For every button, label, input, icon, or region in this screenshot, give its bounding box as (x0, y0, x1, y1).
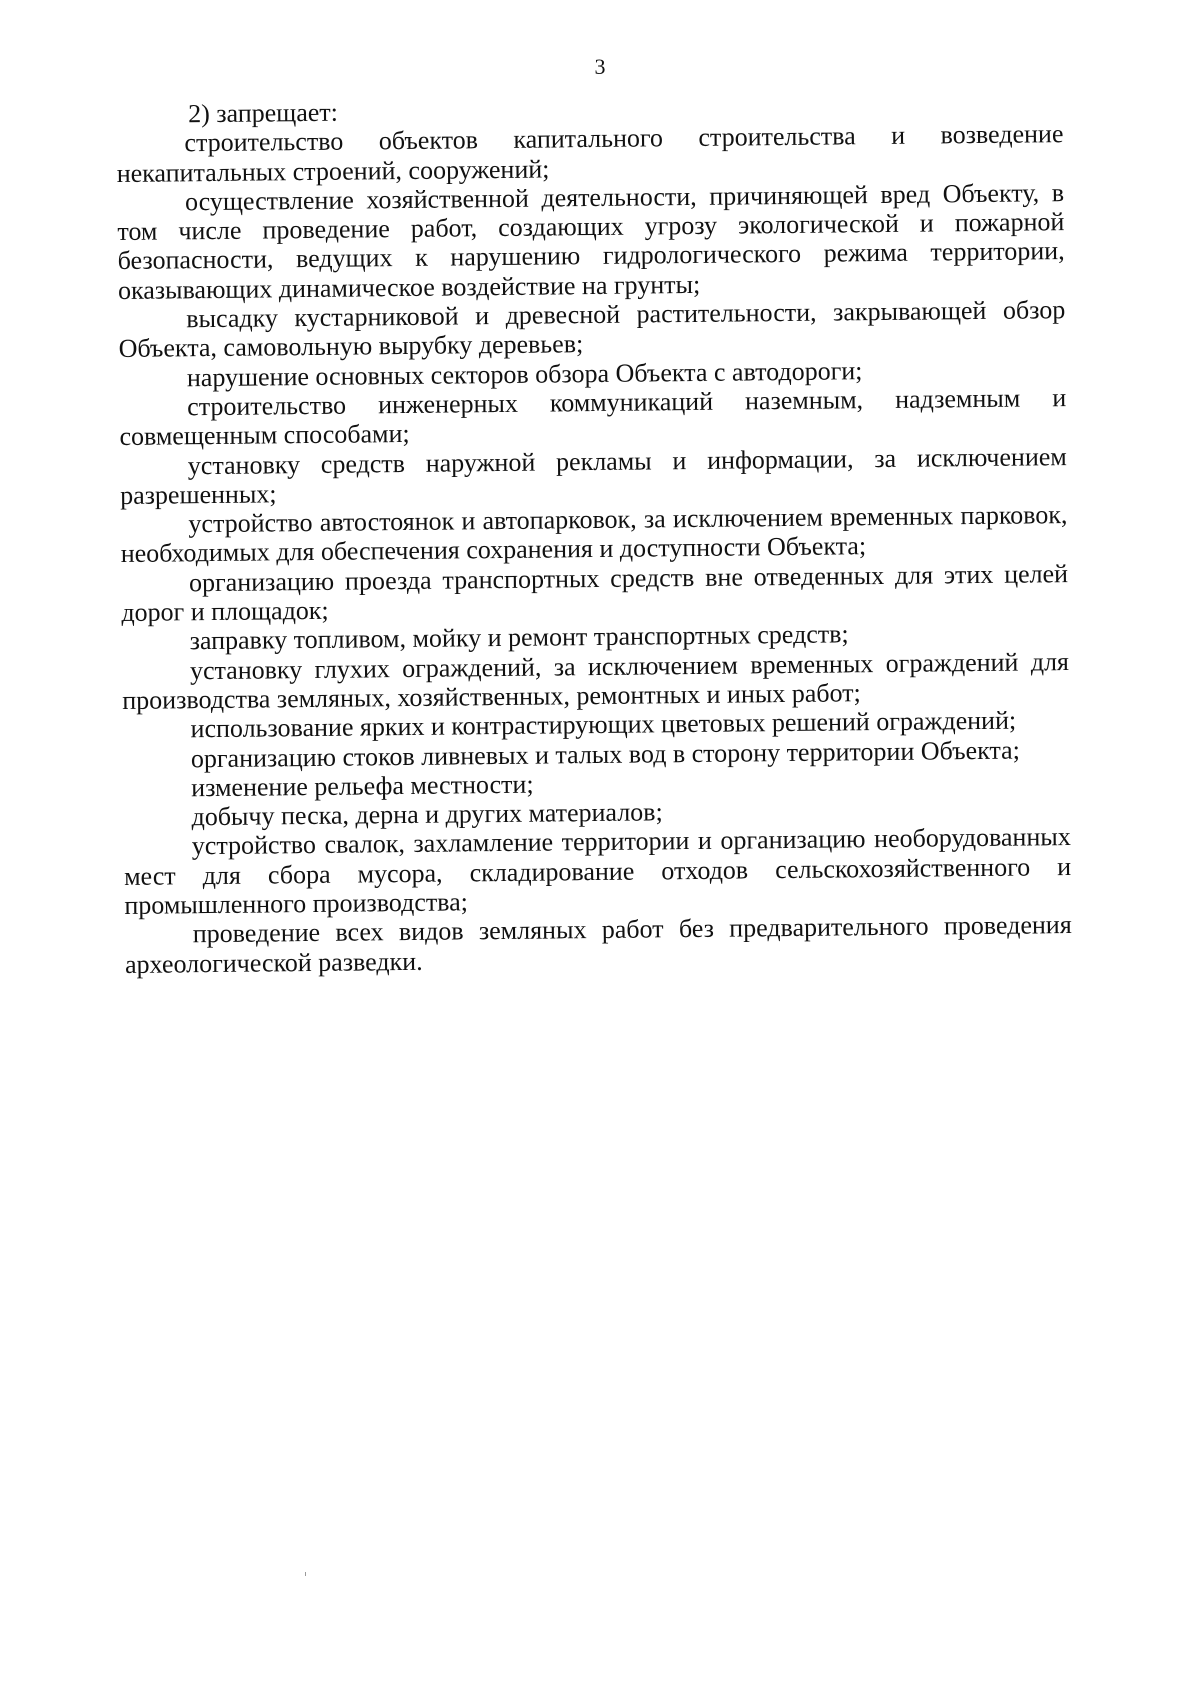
prohibition-item: установку средств наружной рекламы и информации, за исключением разрешенных; (119, 441, 1067, 510)
prohibitions-heading: 2) запрещает: (187, 97, 339, 129)
prohibition-item: установку глухих ограждений, за исключением временных ограждений для производства земляных, хозяйственных, ремонтных и иных работ; (122, 646, 1070, 715)
prohibition-item: нарушение основных секторов обзора Объекта с автодороги; (186, 355, 863, 392)
prohibition-item: осуществление хозяйственной деятельности, причиняющей вред Объекту, в том числе проведение работ, создающих угрозу экологической и пожарной безопасности, ведущих к нарушению гидрологического режима территории, оказывающих динамическое воздействие на грунты; (117, 177, 1065, 305)
prohibition-item: изменение рельефа местности; (191, 769, 534, 803)
prohibition-item: устройство свалок, захламление территории и организацию необорудованных мест для сбора мусора, складирование отходов сельскохозяйственного и промышленного производства; (123, 822, 1072, 920)
scan-speck (305, 1572, 306, 1576)
prohibition-item: заправку топливом, мойку и ремонт транспортных средств; (189, 619, 849, 656)
prohibition-item: высадку кустарниковой и древесной растительности, закрывающей обзор Объекта, самовольную вырубку деревьев; (118, 295, 1066, 364)
prohibition-item: добычу песка, дерна и других материалов; (191, 797, 663, 832)
prohibition-item: строительство объектов капитального строительства и возведение некапитальных строений, сооружений; (116, 119, 1064, 188)
page-number: 3 (594, 54, 606, 79)
document-body (116, 90, 1072, 979)
prohibition-item: устройство автостоянок и автопарковок, за исключением временных парковок, необходимых для обеспечения сохранения и доступности Объекта; (120, 500, 1068, 569)
prohibition-item: строительство инженерных коммуникаций наземным, надземным и совмещенным способами; (119, 383, 1067, 452)
prohibition-item: организацию проезда транспортных средств вне отведенных для этих целей дорог и площадок; (121, 558, 1069, 628)
prohibition-item: организацию стоков ливневых и талых вод в сторону территории Объекта; (190, 735, 1020, 773)
prohibition-item: проведение всех видов земляных работ без предварительного проведения археологической разведки. (124, 910, 1072, 979)
prohibition-item: использование ярких и контрастирующих цветовых решений ограждений; (190, 705, 1017, 744)
